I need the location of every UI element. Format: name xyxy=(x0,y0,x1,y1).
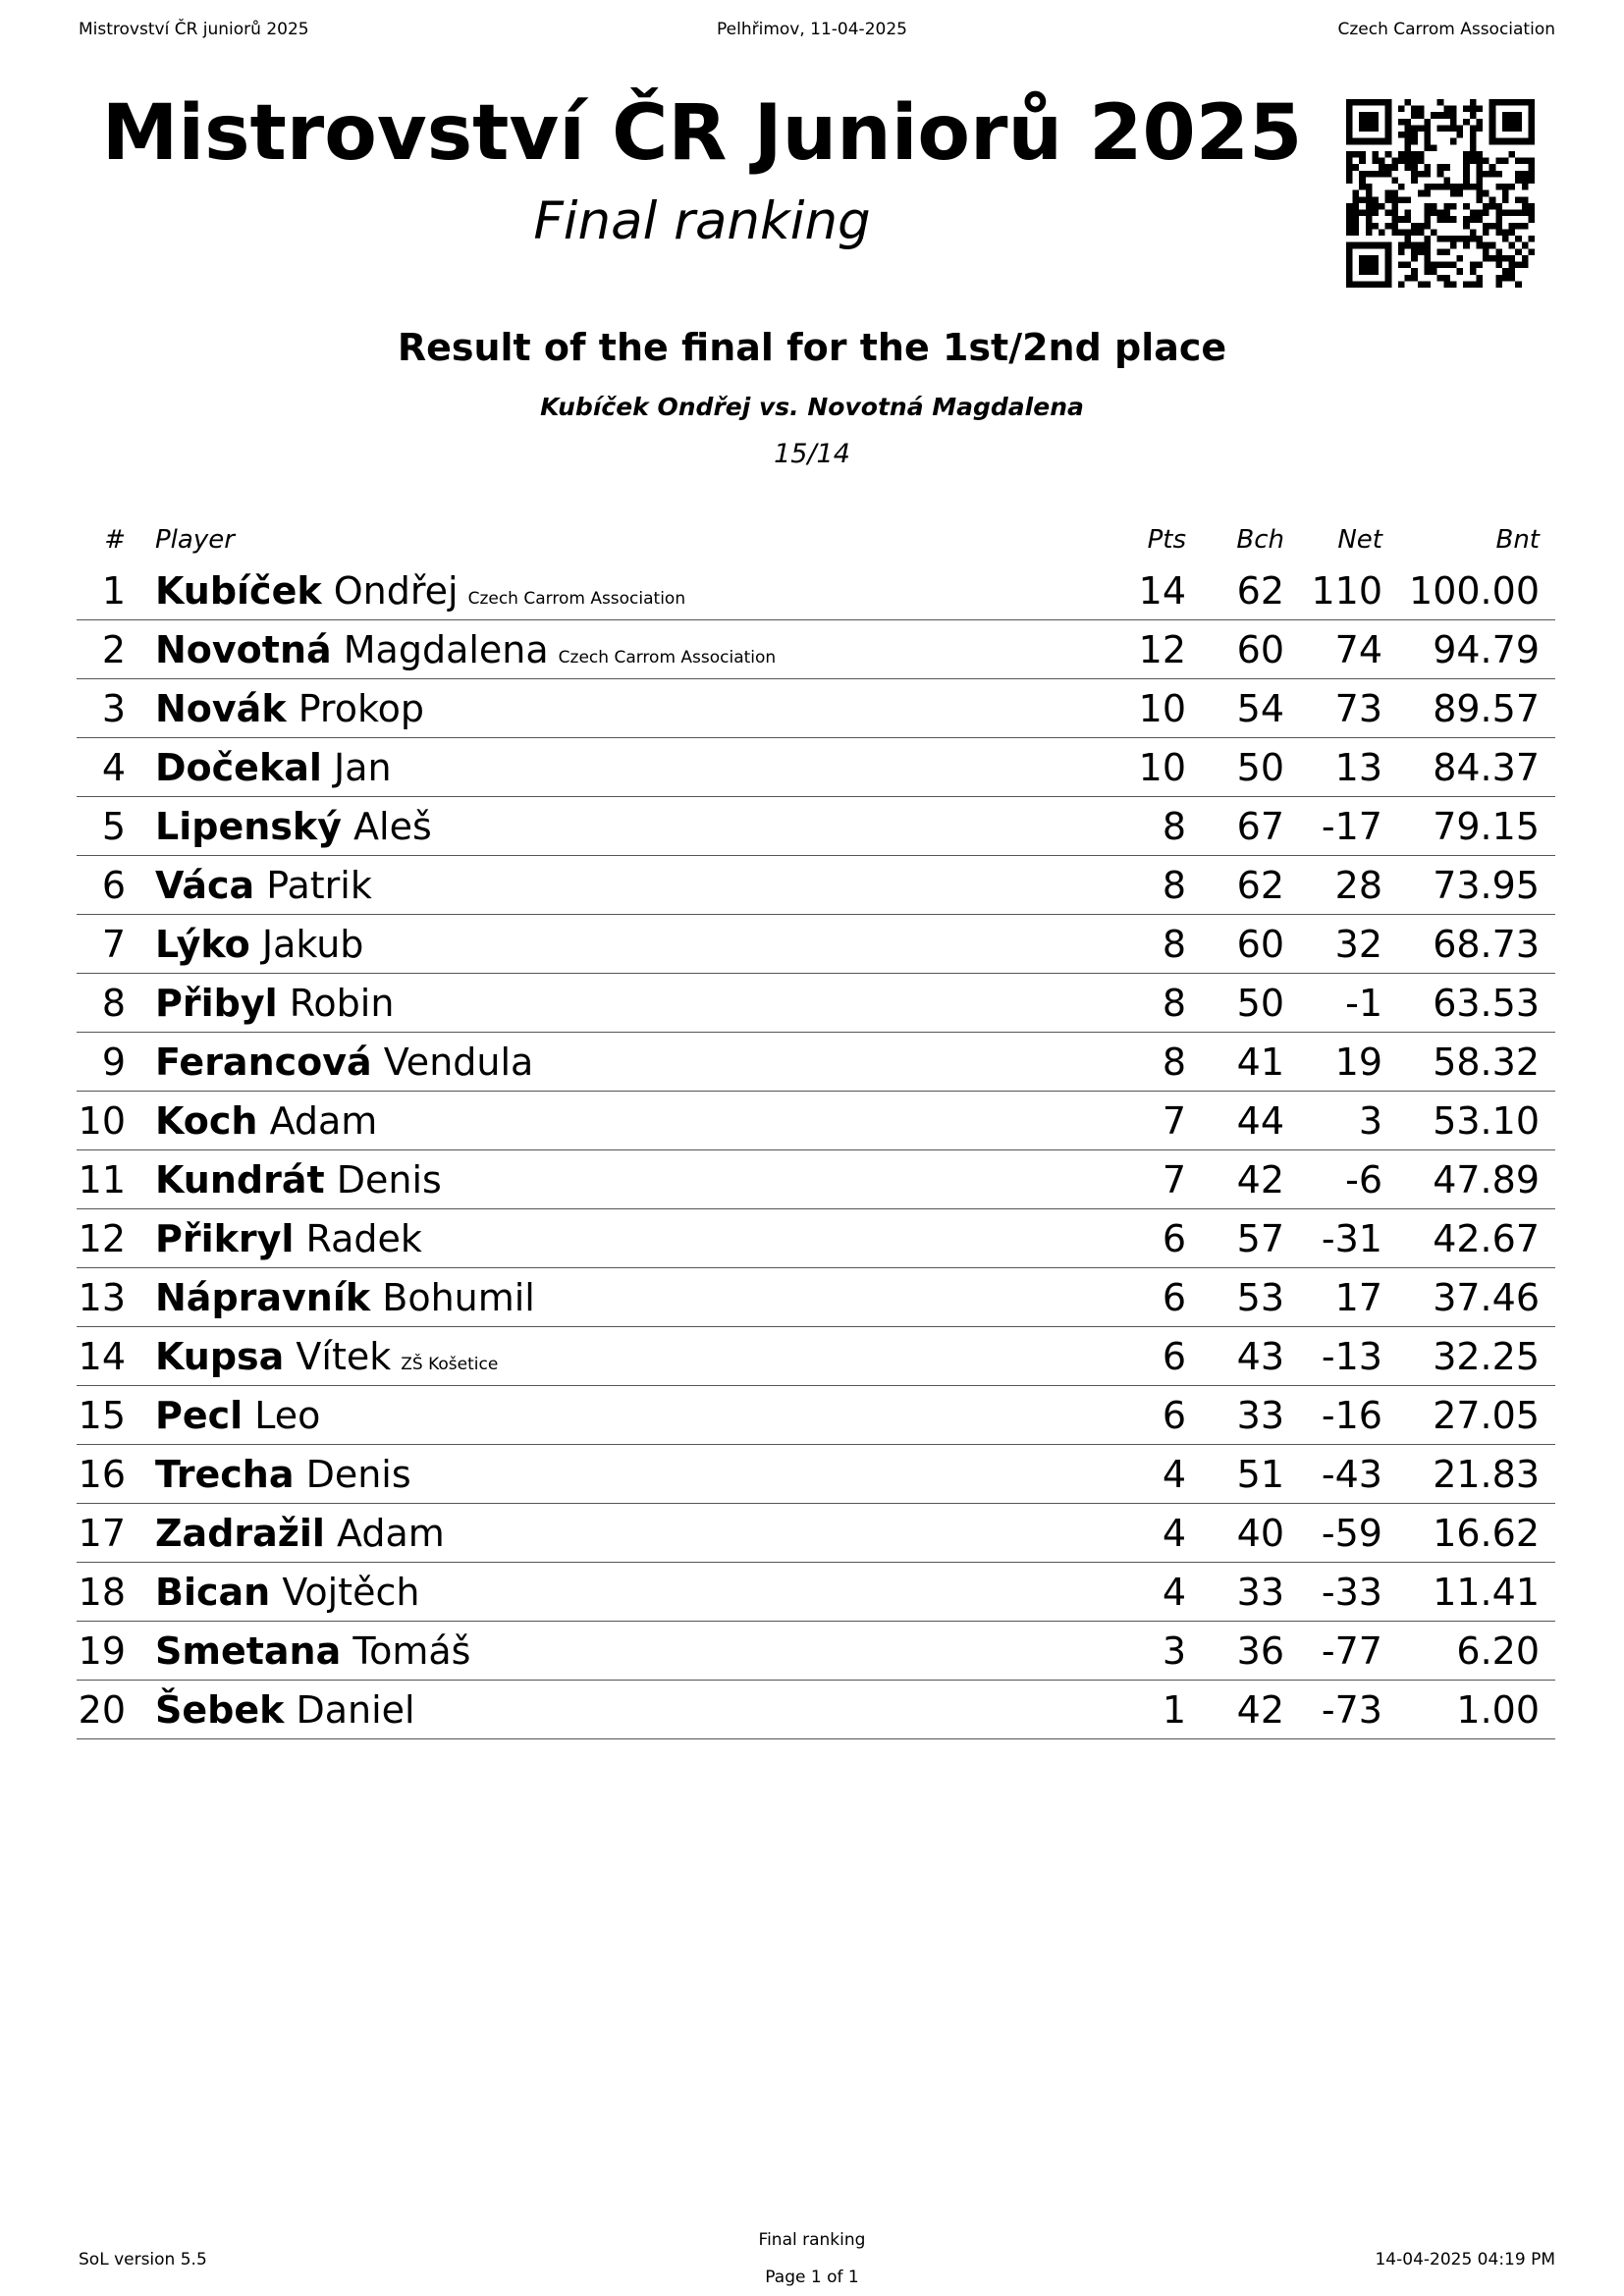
player-first-name: Tomáš xyxy=(352,1629,471,1673)
pts-cell: 4 xyxy=(1098,1445,1186,1504)
rank-cell: 1 xyxy=(77,561,126,620)
final-score: 15/14 xyxy=(774,439,850,469)
pts-cell: 7 xyxy=(1098,1150,1186,1209)
player-cell xyxy=(126,1622,1098,1681)
rank-cell: 16 xyxy=(77,1445,126,1504)
bnt-cell: 100.00 xyxy=(1382,561,1555,620)
player-cell xyxy=(126,620,1098,679)
net-cell: 19 xyxy=(1284,1033,1382,1092)
bnt-cell: 21.83 xyxy=(1382,1445,1555,1504)
net-cell: 32 xyxy=(1284,915,1382,974)
table-row xyxy=(77,1681,1555,1739)
player-cell xyxy=(126,1150,1098,1209)
bch-cell: 42 xyxy=(1186,1150,1284,1209)
player-first-name: Magdalena xyxy=(343,627,549,671)
player-club: Czech Carrom Association xyxy=(558,647,777,667)
net-cell: -1 xyxy=(1284,974,1382,1033)
bnt-cell: 47.89 xyxy=(1382,1150,1555,1209)
player-first-name: Denis xyxy=(336,1157,442,1201)
table-row xyxy=(77,974,1555,1033)
net-cell: -17 xyxy=(1284,797,1382,856)
bch-cell: 60 xyxy=(1186,915,1284,974)
final-result-title: Result of the final for the 1st/2nd place xyxy=(397,326,1227,369)
player-cell xyxy=(126,1092,1098,1150)
table-row xyxy=(77,620,1555,679)
player-cell xyxy=(126,738,1098,797)
player-first-name: Adam xyxy=(269,1098,378,1143)
pts-cell: 8 xyxy=(1098,1033,1186,1092)
net-cell: -16 xyxy=(1284,1386,1382,1445)
player-cell xyxy=(126,1504,1098,1563)
player-first-name: Prokop xyxy=(298,686,424,730)
player-first-name: Leo xyxy=(254,1393,321,1437)
bch-cell: 53 xyxy=(1186,1268,1284,1327)
bnt-cell: 37.46 xyxy=(1382,1268,1555,1327)
player-last-name: Šebek xyxy=(155,1687,285,1732)
col-net: Net xyxy=(1337,525,1382,555)
bnt-cell: 68.73 xyxy=(1382,915,1555,974)
rank-cell: 5 xyxy=(77,797,126,856)
table-row xyxy=(77,797,1555,856)
table-row xyxy=(77,1622,1555,1681)
player-cell xyxy=(126,1681,1098,1739)
table-row xyxy=(77,1092,1555,1150)
net-cell: 74 xyxy=(1284,620,1382,679)
rank-cell: 12 xyxy=(77,1209,126,1268)
pts-cell: 10 xyxy=(1098,738,1186,797)
player-last-name: Kubíček xyxy=(155,568,322,613)
bnt-cell: 94.79 xyxy=(1382,620,1555,679)
net-cell: -77 xyxy=(1284,1622,1382,1681)
table-row xyxy=(77,856,1555,915)
bnt-cell: 63.53 xyxy=(1382,974,1555,1033)
rank-cell: 19 xyxy=(77,1622,126,1681)
player-last-name: Přikryl xyxy=(155,1216,295,1260)
col-pts: Pts xyxy=(1147,525,1186,555)
table-row xyxy=(77,1209,1555,1268)
page-title: Mistrovství ČR Juniorů 2025 xyxy=(101,89,1303,178)
player-club: ZŠ Košetice xyxy=(401,1354,499,1374)
player-cell xyxy=(126,1327,1098,1386)
ranking-header-row xyxy=(77,518,1555,561)
bch-cell: 33 xyxy=(1186,1386,1284,1445)
player-last-name: Lipenský xyxy=(155,804,342,848)
header-center: Pelhřimov, 11-04-2025 xyxy=(717,20,907,39)
table-row xyxy=(77,738,1555,797)
player-first-name: Aleš xyxy=(353,804,432,848)
pts-cell: 1 xyxy=(1098,1681,1186,1739)
net-cell: 110 xyxy=(1284,561,1382,620)
net-cell: -59 xyxy=(1284,1504,1382,1563)
bch-cell: 67 xyxy=(1186,797,1284,856)
net-cell: 17 xyxy=(1284,1268,1382,1327)
table-row xyxy=(77,1268,1555,1327)
player-last-name: Ferancová xyxy=(155,1040,372,1084)
final-match: Kubíček Ondřej vs. Novotná Magdalena xyxy=(540,393,1084,421)
bnt-cell: 84.37 xyxy=(1382,738,1555,797)
rank-cell: 4 xyxy=(77,738,126,797)
player-first-name: Vítek xyxy=(296,1334,392,1378)
net-cell: -43 xyxy=(1284,1445,1382,1504)
pts-cell: 8 xyxy=(1098,974,1186,1033)
player-first-name: Ondřej xyxy=(333,568,459,613)
net-cell: -73 xyxy=(1284,1681,1382,1739)
player-last-name: Trecha xyxy=(155,1452,295,1496)
ranking-table xyxy=(77,518,1555,1739)
bch-cell: 62 xyxy=(1186,561,1284,620)
bnt-cell: 58.32 xyxy=(1382,1033,1555,1092)
pts-cell: 6 xyxy=(1098,1209,1186,1268)
rank-cell: 17 xyxy=(77,1504,126,1563)
bnt-cell: 6.20 xyxy=(1382,1622,1555,1681)
col-bch: Bch xyxy=(1236,525,1284,555)
bch-cell: 42 xyxy=(1186,1681,1284,1739)
table-row xyxy=(77,561,1555,620)
net-cell: -6 xyxy=(1284,1150,1382,1209)
bnt-cell: 32.25 xyxy=(1382,1327,1555,1386)
bch-cell: 57 xyxy=(1186,1209,1284,1268)
pts-cell: 3 xyxy=(1098,1622,1186,1681)
player-first-name: Bohumil xyxy=(382,1275,535,1319)
bnt-cell: 73.95 xyxy=(1382,856,1555,915)
pts-cell: 6 xyxy=(1098,1327,1186,1386)
pts-cell: 8 xyxy=(1098,797,1186,856)
bnt-cell: 89.57 xyxy=(1382,679,1555,738)
bnt-cell: 11.41 xyxy=(1382,1563,1555,1622)
net-cell: -31 xyxy=(1284,1209,1382,1268)
table-row xyxy=(77,1386,1555,1445)
player-cell xyxy=(126,915,1098,974)
bch-cell: 44 xyxy=(1186,1092,1284,1150)
rank-cell: 6 xyxy=(77,856,126,915)
player-cell xyxy=(126,1033,1098,1092)
bnt-cell: 79.15 xyxy=(1382,797,1555,856)
rank-cell: 11 xyxy=(77,1150,126,1209)
pts-cell: 14 xyxy=(1098,561,1186,620)
player-first-name: Patrik xyxy=(266,863,372,907)
bnt-cell: 16.62 xyxy=(1382,1504,1555,1563)
player-cell xyxy=(126,974,1098,1033)
pts-cell: 6 xyxy=(1098,1386,1186,1445)
rank-cell: 8 xyxy=(77,974,126,1033)
pts-cell: 8 xyxy=(1098,915,1186,974)
page-subtitle: Final ranking xyxy=(533,191,871,251)
player-first-name: Vendula xyxy=(383,1040,534,1084)
player-cell xyxy=(126,1445,1098,1504)
player-cell xyxy=(126,679,1098,738)
player-last-name: Zadražil xyxy=(155,1511,325,1555)
rank-cell: 7 xyxy=(77,915,126,974)
table-row xyxy=(77,1327,1555,1386)
bch-cell: 41 xyxy=(1186,1033,1284,1092)
header-left: Mistrovství ČR juniorů 2025 xyxy=(79,20,309,39)
player-cell xyxy=(126,797,1098,856)
rank-cell: 18 xyxy=(77,1563,126,1622)
player-last-name: Nápravník xyxy=(155,1275,371,1319)
pts-cell: 4 xyxy=(1098,1563,1186,1622)
bch-cell: 50 xyxy=(1186,738,1284,797)
bch-cell: 51 xyxy=(1186,1445,1284,1504)
bnt-cell: 1.00 xyxy=(1382,1681,1555,1739)
rank-cell: 13 xyxy=(77,1268,126,1327)
bch-cell: 50 xyxy=(1186,974,1284,1033)
bnt-cell: 42.67 xyxy=(1382,1209,1555,1268)
player-cell xyxy=(126,1563,1098,1622)
rank-cell: 20 xyxy=(77,1681,126,1739)
player-cell xyxy=(126,1209,1098,1268)
player-last-name: Váca xyxy=(155,863,255,907)
bch-cell: 60 xyxy=(1186,620,1284,679)
col-player: Player xyxy=(155,525,235,555)
player-cell xyxy=(126,1386,1098,1445)
player-first-name: Daniel xyxy=(296,1687,415,1732)
pts-cell: 8 xyxy=(1098,856,1186,915)
player-first-name: Adam xyxy=(337,1511,445,1555)
player-last-name: Lýko xyxy=(155,922,250,966)
player-cell xyxy=(126,856,1098,915)
footer-left: SoL version 5.5 xyxy=(79,2250,207,2269)
player-cell xyxy=(126,561,1098,620)
player-last-name: Koch xyxy=(155,1098,258,1143)
player-first-name: Jan xyxy=(333,745,392,789)
player-first-name: Vojtěch xyxy=(282,1570,420,1614)
footer-center-top: Final ranking xyxy=(758,2230,866,2250)
rank-cell: 15 xyxy=(77,1386,126,1445)
pts-cell: 10 xyxy=(1098,679,1186,738)
net-cell: 3 xyxy=(1284,1092,1382,1150)
pts-cell: 7 xyxy=(1098,1092,1186,1150)
footer-right: 14-04-2025 04:19 PM xyxy=(1375,2250,1555,2269)
rank-cell: 14 xyxy=(77,1327,126,1386)
player-last-name: Přibyl xyxy=(155,981,278,1025)
bnt-cell: 53.10 xyxy=(1382,1092,1555,1150)
pts-cell: 6 xyxy=(1098,1268,1186,1327)
pts-cell: 4 xyxy=(1098,1504,1186,1563)
pts-cell: 12 xyxy=(1098,620,1186,679)
footer-page-number: Page 1 of 1 xyxy=(765,2268,859,2287)
player-last-name: Bican xyxy=(155,1570,271,1614)
rank-cell: 3 xyxy=(77,679,126,738)
table-row xyxy=(77,915,1555,974)
rank-cell: 9 xyxy=(77,1033,126,1092)
player-first-name: Jakub xyxy=(261,922,364,966)
player-last-name: Dočekal xyxy=(155,745,322,789)
table-row xyxy=(77,1033,1555,1092)
player-first-name: Radek xyxy=(305,1216,422,1260)
player-last-name: Pecl xyxy=(155,1393,244,1437)
bch-cell: 36 xyxy=(1186,1622,1284,1681)
bch-cell: 43 xyxy=(1186,1327,1284,1386)
table-row xyxy=(77,679,1555,738)
rank-cell: 10 xyxy=(77,1092,126,1150)
player-last-name: Kundrát xyxy=(155,1157,325,1201)
player-cell xyxy=(126,1268,1098,1327)
table-row xyxy=(77,1445,1555,1504)
header-right: Czech Carrom Association xyxy=(1337,20,1555,39)
bch-cell: 40 xyxy=(1186,1504,1284,1563)
player-club: Czech Carrom Association xyxy=(467,588,686,609)
bch-cell: 54 xyxy=(1186,679,1284,738)
net-cell: -33 xyxy=(1284,1563,1382,1622)
table-row xyxy=(77,1150,1555,1209)
bch-cell: 62 xyxy=(1186,856,1284,915)
net-cell: -13 xyxy=(1284,1327,1382,1386)
col-bnt: Bnt xyxy=(1495,525,1540,555)
rank-cell: 2 xyxy=(77,620,126,679)
player-first-name: Robin xyxy=(289,981,395,1025)
qr-code-icon xyxy=(1346,99,1535,288)
player-last-name: Novák xyxy=(155,686,287,730)
net-cell: 28 xyxy=(1284,856,1382,915)
table-row xyxy=(77,1563,1555,1622)
player-first-name: Denis xyxy=(305,1452,411,1496)
col-rank: # xyxy=(104,525,126,555)
bnt-cell: 27.05 xyxy=(1382,1386,1555,1445)
net-cell: 13 xyxy=(1284,738,1382,797)
player-last-name: Kupsa xyxy=(155,1334,285,1378)
table-row xyxy=(77,1504,1555,1563)
player-last-name: Smetana xyxy=(155,1629,342,1673)
net-cell: 73 xyxy=(1284,679,1382,738)
player-last-name: Novotná xyxy=(155,627,332,671)
bch-cell: 33 xyxy=(1186,1563,1284,1622)
